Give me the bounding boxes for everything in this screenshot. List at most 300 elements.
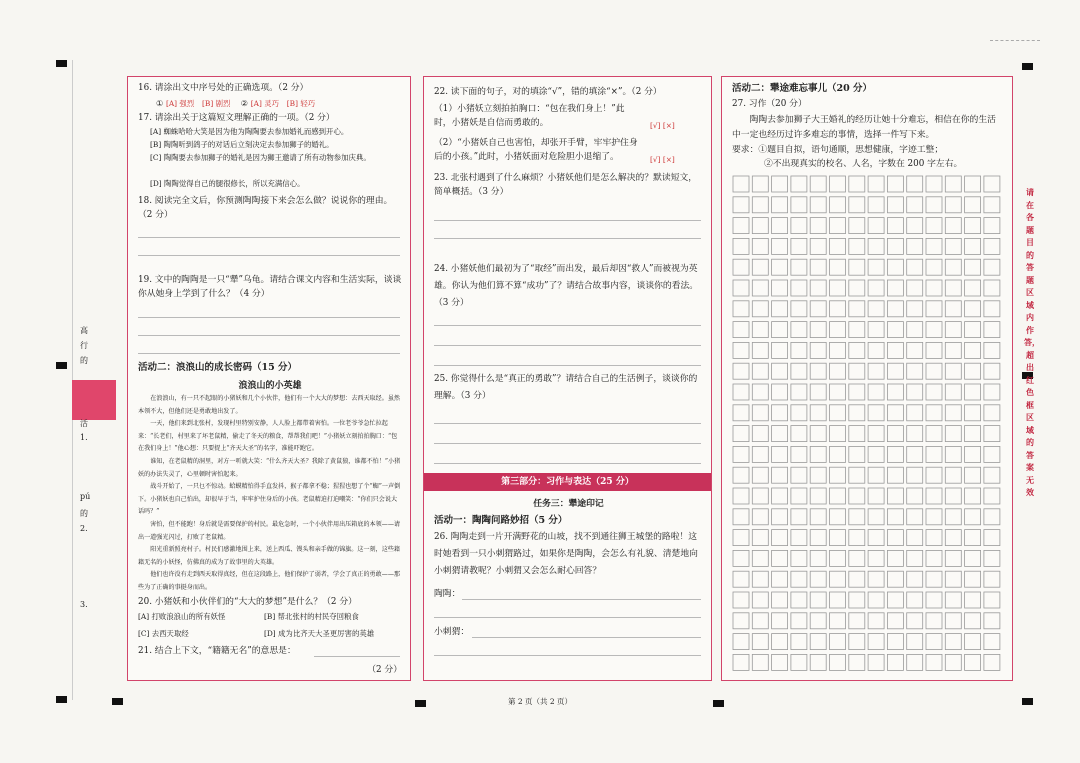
grid-cell[interactable] — [830, 634, 846, 650]
grid-cell[interactable] — [772, 571, 788, 587]
grid-cell[interactable] — [984, 592, 1000, 608]
grid-cell[interactable] — [887, 613, 903, 629]
grid-cell[interactable] — [907, 280, 923, 296]
grid-cell[interactable] — [772, 634, 788, 650]
grid-cell[interactable] — [868, 197, 884, 213]
grid-cell[interactable] — [868, 446, 884, 462]
grid-cell[interactable] — [791, 467, 807, 483]
grid-cell[interactable] — [945, 176, 961, 192]
grid-cell[interactable] — [733, 384, 749, 400]
q22-2-true-false[interactable]: [√] [×] — [650, 155, 675, 164]
grid-cell[interactable] — [791, 363, 807, 379]
grid-cell[interactable] — [984, 280, 1000, 296]
grid-cell[interactable] — [772, 342, 788, 358]
grid-cell[interactable] — [887, 342, 903, 358]
grid-cell[interactable] — [984, 634, 1000, 650]
grid-cell[interactable] — [907, 571, 923, 587]
grid-cell[interactable] — [907, 592, 923, 608]
grid-cell[interactable] — [965, 342, 981, 358]
grid-cell[interactable] — [810, 426, 826, 442]
grid-cell[interactable] — [926, 301, 942, 317]
answer-line[interactable] — [434, 617, 701, 618]
grid-cell[interactable] — [830, 654, 846, 670]
grid-cell[interactable] — [791, 280, 807, 296]
grid-cell[interactable] — [810, 259, 826, 275]
grid-cell[interactable] — [926, 363, 942, 379]
grid-cell[interactable] — [945, 634, 961, 650]
grid-cell[interactable] — [868, 509, 884, 525]
grid-cell[interactable] — [733, 259, 749, 275]
answer-line[interactable] — [138, 255, 400, 256]
grid-cell[interactable] — [887, 322, 903, 338]
grid-cell[interactable] — [907, 467, 923, 483]
grid-cell[interactable] — [926, 218, 942, 234]
q20-option-c[interactable]: [C] 去西天取经 — [138, 629, 189, 638]
grid-cell[interactable] — [733, 197, 749, 213]
grid-cell[interactable] — [965, 238, 981, 254]
grid-cell[interactable] — [945, 426, 961, 442]
grid-cell[interactable] — [887, 405, 903, 421]
grid-cell[interactable] — [810, 405, 826, 421]
grid-cell[interactable] — [810, 197, 826, 213]
grid-cell[interactable] — [752, 571, 768, 587]
grid-cell[interactable] — [926, 509, 942, 525]
grid-cell[interactable] — [849, 405, 865, 421]
grid-cell[interactable] — [791, 446, 807, 462]
grid-cell[interactable] — [830, 197, 846, 213]
grid-cell[interactable] — [868, 550, 884, 566]
grid-cell[interactable] — [810, 446, 826, 462]
grid-cell[interactable] — [965, 530, 981, 546]
grid-cell[interactable] — [965, 613, 981, 629]
grid-cell[interactable] — [887, 280, 903, 296]
grid-cell[interactable] — [887, 571, 903, 587]
grid-cell[interactable] — [849, 342, 865, 358]
grid-cell[interactable] — [849, 592, 865, 608]
q20-option-b[interactable]: [B] 帮北张村的村民夺回粮食 — [264, 612, 359, 621]
grid-cell[interactable] — [887, 363, 903, 379]
answer-line[interactable] — [434, 443, 701, 444]
grid-cell[interactable] — [733, 363, 749, 379]
grid-cell[interactable] — [733, 509, 749, 525]
grid-cell[interactable] — [752, 280, 768, 296]
grid-cell[interactable] — [868, 571, 884, 587]
grid-cell[interactable] — [868, 530, 884, 546]
grid-cell[interactable] — [945, 446, 961, 462]
grid-cell[interactable] — [868, 176, 884, 192]
grid-cell[interactable] — [810, 592, 826, 608]
grid-cell[interactable] — [926, 259, 942, 275]
grid-cell[interactable] — [849, 509, 865, 525]
grid-cell[interactable] — [984, 488, 1000, 504]
answer-line[interactable] — [314, 656, 400, 657]
grid-cell[interactable] — [733, 405, 749, 421]
grid-cell[interactable] — [945, 488, 961, 504]
grid-cell[interactable] — [926, 488, 942, 504]
grid-cell[interactable] — [887, 446, 903, 462]
grid-cell[interactable] — [945, 571, 961, 587]
grid-cell[interactable] — [810, 384, 826, 400]
grid-cell[interactable] — [926, 426, 942, 442]
grid-cell[interactable] — [830, 405, 846, 421]
grid-cell[interactable] — [926, 280, 942, 296]
grid-cell[interactable] — [791, 238, 807, 254]
grid-cell[interactable] — [772, 259, 788, 275]
grid-cell[interactable] — [887, 176, 903, 192]
grid-cell[interactable] — [907, 322, 923, 338]
grid-cell[interactable] — [965, 363, 981, 379]
grid-cell[interactable] — [791, 176, 807, 192]
grid-cell[interactable] — [907, 550, 923, 566]
grid-cell[interactable] — [752, 405, 768, 421]
grid-cell[interactable] — [791, 218, 807, 234]
q20-option-a[interactable]: [A] 打败浪浪山的所有妖怪 — [138, 612, 226, 621]
grid-cell[interactable] — [752, 592, 768, 608]
grid-cell[interactable] — [849, 218, 865, 234]
grid-cell[interactable] — [984, 322, 1000, 338]
grid-cell[interactable] — [830, 384, 846, 400]
answer-line[interactable] — [434, 655, 701, 656]
grid-cell[interactable] — [945, 363, 961, 379]
grid-cell[interactable] — [868, 384, 884, 400]
grid-cell[interactable] — [907, 405, 923, 421]
grid-cell[interactable] — [772, 363, 788, 379]
answer-line[interactable] — [434, 423, 701, 424]
grid-cell[interactable] — [984, 384, 1000, 400]
grid-cell[interactable] — [965, 197, 981, 213]
grid-cell[interactable] — [945, 530, 961, 546]
grid-cell[interactable] — [772, 301, 788, 317]
grid-cell[interactable] — [926, 322, 942, 338]
grid-cell[interactable] — [752, 218, 768, 234]
grid-cell[interactable] — [810, 467, 826, 483]
grid-cell[interactable] — [752, 197, 768, 213]
grid-cell[interactable] — [752, 176, 768, 192]
grid-cell[interactable] — [733, 446, 749, 462]
grid-cell[interactable] — [830, 488, 846, 504]
grid-cell[interactable] — [965, 446, 981, 462]
grid-cell[interactable] — [945, 592, 961, 608]
grid-cell[interactable] — [849, 530, 865, 546]
grid-cell[interactable] — [926, 530, 942, 546]
grid-cell[interactable] — [849, 446, 865, 462]
grid-cell[interactable] — [849, 426, 865, 442]
grid-cell[interactable] — [830, 592, 846, 608]
grid-cell[interactable] — [810, 509, 826, 525]
grid-cell[interactable] — [926, 238, 942, 254]
grid-cell[interactable] — [849, 301, 865, 317]
grid-cell[interactable] — [772, 509, 788, 525]
grid-cell[interactable] — [887, 259, 903, 275]
grid-cell[interactable] — [984, 467, 1000, 483]
grid-cell[interactable] — [945, 301, 961, 317]
grid-cell[interactable] — [926, 405, 942, 421]
grid-cell[interactable] — [830, 238, 846, 254]
grid-cell[interactable] — [772, 218, 788, 234]
grid-cell[interactable] — [868, 218, 884, 234]
grid-cell[interactable] — [733, 426, 749, 442]
grid-cell[interactable] — [733, 322, 749, 338]
grid-cell[interactable] — [849, 259, 865, 275]
grid-cell[interactable] — [887, 426, 903, 442]
grid-cell[interactable] — [945, 218, 961, 234]
grid-cell[interactable] — [965, 322, 981, 338]
grid-cell[interactable] — [830, 426, 846, 442]
grid-cell[interactable] — [733, 342, 749, 358]
grid-cell[interactable] — [868, 426, 884, 442]
answer-line[interactable] — [138, 335, 400, 336]
grid-cell[interactable] — [830, 259, 846, 275]
grid-cell[interactable] — [791, 197, 807, 213]
grid-cell[interactable] — [733, 301, 749, 317]
grid-cell[interactable] — [810, 634, 826, 650]
grid-cell[interactable] — [791, 509, 807, 525]
grid-cell[interactable] — [926, 342, 942, 358]
grid-cell[interactable] — [810, 550, 826, 566]
grid-cell[interactable] — [984, 363, 1000, 379]
grid-cell[interactable] — [810, 280, 826, 296]
answer-line[interactable] — [434, 238, 701, 239]
grid-cell[interactable] — [752, 426, 768, 442]
grid-cell[interactable] — [984, 405, 1000, 421]
grid-cell[interactable] — [830, 342, 846, 358]
grid-cell[interactable] — [907, 301, 923, 317]
grid-cell[interactable] — [791, 530, 807, 546]
grid-cell[interactable] — [984, 654, 1000, 670]
grid-cell[interactable] — [868, 654, 884, 670]
answer-line[interactable] — [434, 345, 701, 346]
grid-cell[interactable] — [887, 238, 903, 254]
grid-cell[interactable] — [945, 238, 961, 254]
grid-cell[interactable] — [984, 176, 1000, 192]
grid-cell[interactable] — [926, 634, 942, 650]
grid-cell[interactable] — [733, 550, 749, 566]
grid-cell[interactable] — [733, 238, 749, 254]
grid-cell[interactable] — [772, 488, 788, 504]
grid-cell[interactable] — [945, 197, 961, 213]
grid-cell[interactable] — [907, 259, 923, 275]
grid-cell[interactable] — [791, 426, 807, 442]
grid-cell[interactable] — [945, 322, 961, 338]
grid-cell[interactable] — [965, 634, 981, 650]
grid-cell[interactable] — [887, 467, 903, 483]
grid-cell[interactable] — [849, 467, 865, 483]
grid-cell[interactable] — [810, 322, 826, 338]
grid-cell[interactable] — [849, 176, 865, 192]
grid-cell[interactable] — [849, 363, 865, 379]
grid-cell[interactable] — [887, 301, 903, 317]
grid-cell[interactable] — [907, 176, 923, 192]
grid-cell[interactable] — [926, 654, 942, 670]
grid-cell[interactable] — [791, 322, 807, 338]
grid-cell[interactable] — [830, 446, 846, 462]
grid-cell[interactable] — [810, 530, 826, 546]
grid-cell[interactable] — [926, 571, 942, 587]
grid-cell[interactable] — [752, 363, 768, 379]
grid-cell[interactable] — [965, 176, 981, 192]
grid-cell[interactable] — [926, 550, 942, 566]
grid-cell[interactable] — [752, 322, 768, 338]
grid-cell[interactable] — [965, 550, 981, 566]
grid-cell[interactable] — [791, 613, 807, 629]
grid-cell[interactable] — [926, 592, 942, 608]
grid-cell[interactable] — [907, 238, 923, 254]
grid-cell[interactable] — [810, 176, 826, 192]
grid-cell[interactable] — [887, 509, 903, 525]
grid-cell[interactable] — [733, 654, 749, 670]
grid-cell[interactable] — [965, 509, 981, 525]
grid-cell[interactable] — [752, 259, 768, 275]
grid-cell[interactable] — [733, 467, 749, 483]
grid-cell[interactable] — [752, 238, 768, 254]
answer-line[interactable] — [138, 237, 400, 238]
grid-cell[interactable] — [984, 509, 1000, 525]
grid-cell[interactable] — [849, 654, 865, 670]
grid-cell[interactable] — [965, 259, 981, 275]
grid-cell[interactable] — [907, 488, 923, 504]
grid-cell[interactable] — [752, 342, 768, 358]
grid-cell[interactable] — [810, 218, 826, 234]
grid-cell[interactable] — [984, 238, 1000, 254]
grid-cell[interactable] — [772, 176, 788, 192]
q17-option-a[interactable]: [A] 蜘蛛哈哈大笑是因为他为陶陶要去参加婚礼而感到开心。 — [150, 127, 349, 136]
grid-cell[interactable] — [887, 197, 903, 213]
grid-cell[interactable] — [733, 488, 749, 504]
grid-cell[interactable] — [868, 405, 884, 421]
grid-cell[interactable] — [791, 384, 807, 400]
answer-line[interactable] — [434, 325, 701, 326]
grid-cell[interactable] — [752, 613, 768, 629]
q16-option-b2[interactable]: [B] 轻巧 — [286, 99, 316, 108]
grid-cell[interactable] — [830, 550, 846, 566]
grid-cell[interactable] — [772, 280, 788, 296]
grid-cell[interactable] — [907, 426, 923, 442]
grid-cell[interactable] — [868, 301, 884, 317]
grid-cell[interactable] — [810, 342, 826, 358]
grid-cell[interactable] — [791, 488, 807, 504]
grid-cell[interactable] — [752, 384, 768, 400]
grid-cell[interactable] — [887, 218, 903, 234]
answer-line[interactable] — [138, 353, 400, 354]
grid-cell[interactable] — [945, 509, 961, 525]
q22-1-true-false[interactable]: [√] [×] — [650, 121, 675, 130]
q17-option-c[interactable]: [C] 陶陶要去参加狮子的婚礼是因为狮王邀请了所有动物参加庆典。 — [150, 153, 371, 162]
grid-cell[interactable] — [984, 550, 1000, 566]
grid-cell[interactable] — [849, 280, 865, 296]
grid-cell[interactable] — [984, 197, 1000, 213]
grid-cell[interactable] — [868, 280, 884, 296]
answer-line[interactable] — [434, 220, 701, 221]
grid-cell[interactable] — [830, 322, 846, 338]
grid-cell[interactable] — [791, 301, 807, 317]
grid-cell[interactable] — [965, 384, 981, 400]
answer-line[interactable] — [462, 599, 701, 600]
grid-cell[interactable] — [965, 488, 981, 504]
grid-cell[interactable] — [868, 592, 884, 608]
grid-cell[interactable] — [868, 342, 884, 358]
grid-cell[interactable] — [810, 654, 826, 670]
grid-cell[interactable] — [772, 446, 788, 462]
grid-cell[interactable] — [752, 488, 768, 504]
grid-cell[interactable] — [772, 405, 788, 421]
grid-cell[interactable] — [926, 176, 942, 192]
grid-cell[interactable] — [849, 488, 865, 504]
grid-cell[interactable] — [868, 488, 884, 504]
grid-cell[interactable] — [849, 322, 865, 338]
grid-cell[interactable] — [945, 613, 961, 629]
grid-cell[interactable] — [830, 571, 846, 587]
grid-cell[interactable] — [752, 654, 768, 670]
grid-cell[interactable] — [984, 301, 1000, 317]
grid-cell[interactable] — [772, 238, 788, 254]
q16-option-a2[interactable]: [A] 灵巧 — [250, 99, 279, 108]
grid-cell[interactable] — [810, 488, 826, 504]
grid-cell[interactable] — [733, 176, 749, 192]
grid-cell[interactable] — [733, 634, 749, 650]
grid-cell[interactable] — [752, 467, 768, 483]
grid-cell[interactable] — [810, 613, 826, 629]
q20-option-d[interactable]: [D] 成为比齐天大圣更厉害的英雄 — [264, 629, 375, 638]
grid-cell[interactable] — [772, 197, 788, 213]
grid-cell[interactable] — [791, 634, 807, 650]
grid-cell[interactable] — [945, 259, 961, 275]
grid-cell[interactable] — [907, 363, 923, 379]
grid-cell[interactable] — [733, 280, 749, 296]
grid-cell[interactable] — [945, 405, 961, 421]
grid-cell[interactable] — [887, 654, 903, 670]
grid-cell[interactable] — [907, 654, 923, 670]
grid-cell[interactable] — [752, 530, 768, 546]
grid-cell[interactable] — [907, 613, 923, 629]
grid-cell[interactable] — [907, 509, 923, 525]
grid-cell[interactable] — [830, 509, 846, 525]
grid-cell[interactable] — [830, 301, 846, 317]
grid-cell[interactable] — [926, 467, 942, 483]
grid-cell[interactable] — [887, 634, 903, 650]
grid-cell[interactable] — [733, 571, 749, 587]
grid-cell[interactable] — [868, 467, 884, 483]
grid-cell[interactable] — [907, 218, 923, 234]
grid-cell[interactable] — [945, 654, 961, 670]
grid-cell[interactable] — [926, 446, 942, 462]
grid-cell[interactable] — [868, 238, 884, 254]
grid-cell[interactable] — [772, 530, 788, 546]
grid-cell[interactable] — [752, 509, 768, 525]
grid-cell[interactable] — [772, 426, 788, 442]
answer-line[interactable] — [434, 463, 701, 464]
grid-cell[interactable] — [752, 446, 768, 462]
grid-cell[interactable] — [868, 363, 884, 379]
grid-cell[interactable] — [772, 654, 788, 670]
grid-cell[interactable] — [733, 613, 749, 629]
grid-cell[interactable] — [984, 613, 1000, 629]
grid-cell[interactable] — [887, 530, 903, 546]
grid-cell[interactable] — [733, 592, 749, 608]
grid-cell[interactable] — [752, 550, 768, 566]
grid-cell[interactable] — [772, 384, 788, 400]
grid-cell[interactable] — [772, 467, 788, 483]
grid-cell[interactable] — [945, 384, 961, 400]
q16-option-a[interactable]: [A] 强烈 — [165, 99, 195, 108]
grid-cell[interactable] — [926, 384, 942, 400]
grid-cell[interactable] — [945, 342, 961, 358]
grid-cell[interactable] — [887, 384, 903, 400]
grid-cell[interactable] — [849, 384, 865, 400]
grid-cell[interactable] — [752, 301, 768, 317]
grid-cell[interactable] — [810, 363, 826, 379]
grid-cell[interactable] — [830, 467, 846, 483]
grid-cell[interactable] — [887, 488, 903, 504]
